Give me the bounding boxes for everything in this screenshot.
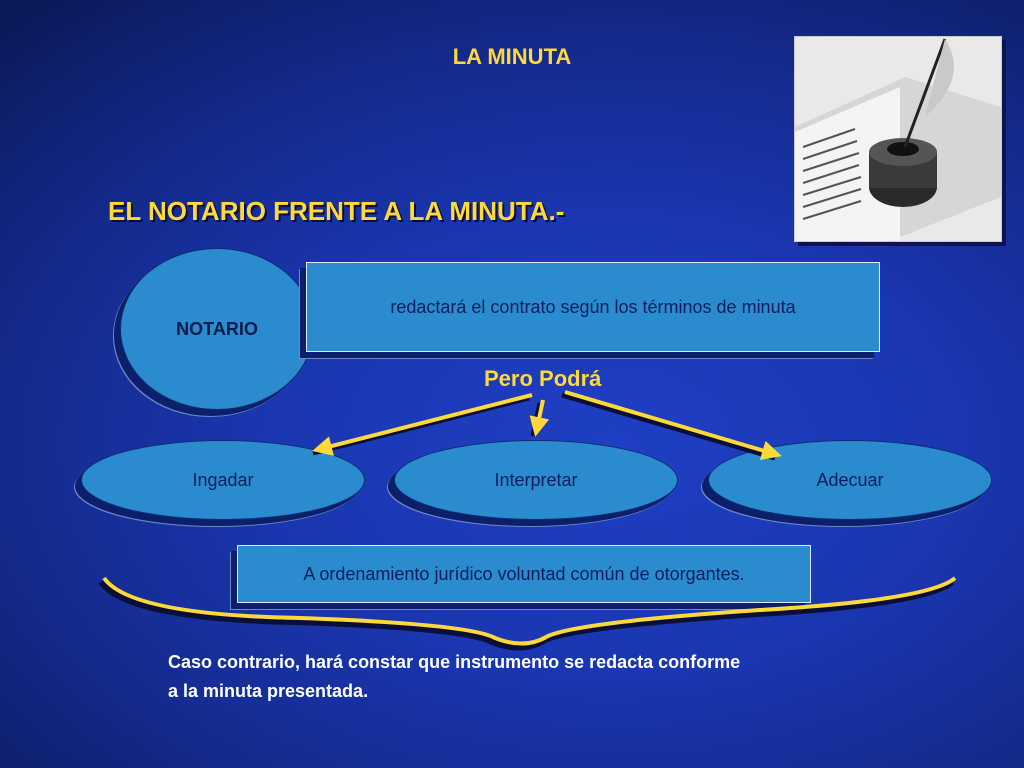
slide-title: LA MINUTA — [452, 44, 572, 69]
notario-ellipse — [120, 248, 314, 410]
connector-label: Pero Podrá — [484, 366, 602, 391]
statement-box — [306, 262, 880, 352]
option-ellipse-interpretar — [394, 440, 678, 520]
quill-inkwell-photo — [794, 36, 1002, 242]
option-label-ingadar: Ingadar — [192, 469, 254, 490]
footer-text — [168, 648, 928, 706]
option-ellipse-ingadar — [81, 440, 365, 520]
footer-line-2: a la minuta presentada. — [168, 681, 369, 701]
option-label-adecuar: Adecuar — [816, 469, 884, 490]
summary-text: A ordenamiento jurídico voluntad común de otorgantes. — [303, 563, 745, 584]
option-ellipse-adecuar — [708, 440, 992, 520]
summary-box — [237, 545, 811, 603]
footer-line-1: Caso contrario, hará constar que instrumento se redacta conforme — [168, 652, 741, 672]
quill-inkwell-icon — [795, 37, 1001, 241]
slide-heading: EL NOTARIO FRENTE A LA MINUTA.- — [108, 196, 565, 226]
statement-text: redactará el contrato según los términos de minuta — [390, 296, 796, 317]
notario-label: NOTARIO — [176, 318, 258, 339]
arrow-to-interpretar — [533, 400, 543, 436]
option-label-interpretar: Interpretar — [494, 469, 578, 490]
